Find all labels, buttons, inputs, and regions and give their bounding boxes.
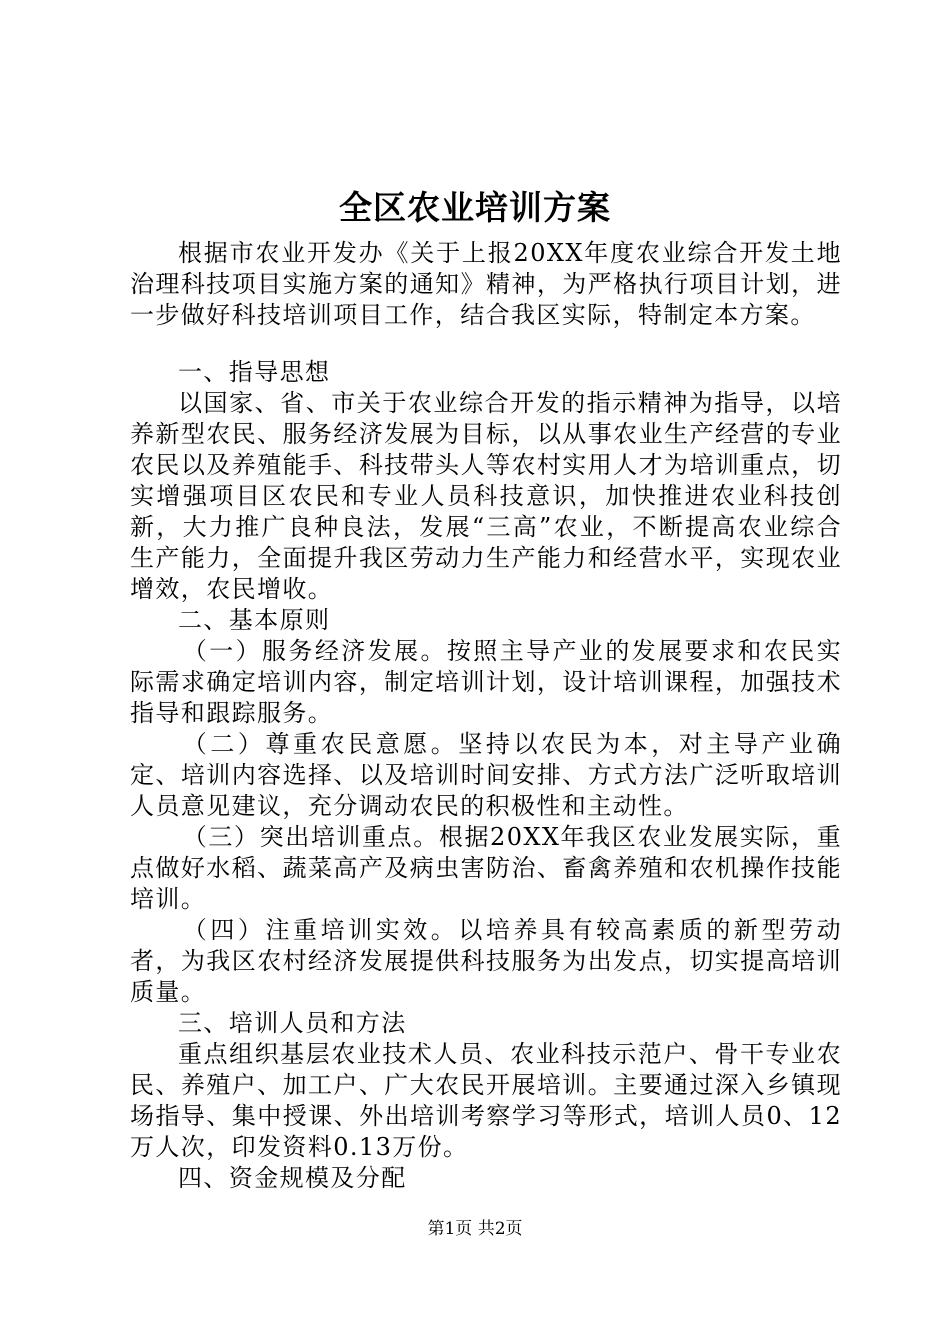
section-heading-guiding-ideology: 一、指导思想 (178, 358, 331, 386)
section-heading-basic-principles: 二、基本原则 (178, 606, 331, 634)
section-paragraph-trainees-methods: 重点组织基层农业技术人员、农业科技示范户、骨干专业农民、养殖户、加工户、广大农民开展培训。主要通过深入乡镇现场指导、集中授课、外出培训考察学习等形式，培训人员0、12万人次，印发资料0.13万份。 (130, 1040, 842, 1161)
section-paragraph-guiding-ideology: 以国家、省、市关于农业综合开发的指示精神为指导，以培养新型农民、服务经济发展为目标，以从事农业生产经营的专业农民以及养殖能手、科技带头人等农村实用人才为培训重点，切实增强项目区农民和专业人员科技意识，加快推进农业科技创新，大力推广良种良法，发展“三高”农业，不断提高农业综合生产能力，全面提升我区劳动力生产能力和经营水平，实现农业增效，农民增收。 (130, 389, 842, 603)
section-heading-trainees-methods: 三、培训人员和方法 (178, 1009, 407, 1037)
intro-paragraph: 根据市农业开发办《关于上报20XX年度农业综合开发土地治理科技项目实施方案的通知》精神，为严格执行项目计划，进一步做好科技培训项目工作，结合我区实际，特制定本方案。 (130, 239, 842, 329)
section-heading-funding: 四、资金规模及分配 (178, 1164, 407, 1192)
document-body (130, 238, 842, 1194)
principle-item: （四）注重培训实效。以培养具有较高素质的新型劳动者，为我区农村经济发展提供科技服务为出发点，切实提高培训质量。 (130, 916, 842, 1006)
document-title: 全区农业培训方案 (339, 188, 611, 227)
principle-item: （二）尊重农民意愿。坚持以农民为本，对主导产业确定、培训内容选择、以及培训时间安排、方式方法广泛听取培训人员意见建议，充分调动农民的积极性和主动性。 (130, 730, 842, 820)
principle-item: （一）服务经济发展。按照主导产业的发展要求和农民实际需求确定培训内容，制定培训计划，设计培训课程，加强技术指导和跟踪服务。 (130, 637, 842, 727)
page-footer: 第1页 共2页 (427, 1219, 523, 1239)
principle-item: （三）突出培训重点。根据20XX年我区农业发展实际，重点做好水稻、蔬菜高产及病虫害防治、畜禽养殖和农机操作技能培训。 (130, 823, 842, 913)
